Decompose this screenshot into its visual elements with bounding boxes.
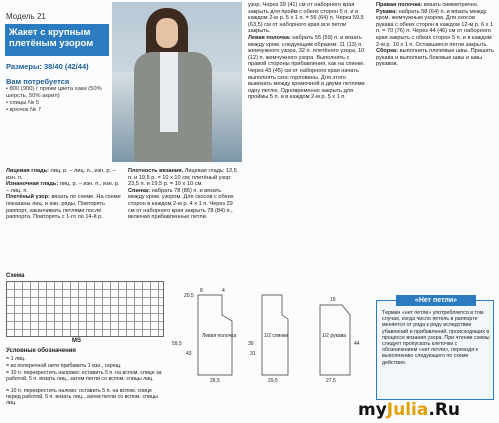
requirements-heading: Вам потребуется (6, 77, 70, 86)
model-photo (112, 2, 242, 162)
legend-item: = 10 п. перекрестить направо: оставить 5 п. на вспом. спице за работой, 5 п. вязать лиц., затем петли со вспом. спицы лиц. (6, 370, 162, 382)
text-column-2 (128, 168, 238, 221)
dim-label: 27,5 (326, 378, 336, 384)
paragraph: Плотность вязания. Лицевая гладь: 12,5 п. и 19,5 р. = 10 х 10 см; плетёный узор: 23,5 п. и 19,5 р. = 10 х 10 см. (128, 168, 237, 188)
dim-label: 26,5 (210, 378, 220, 384)
pattern-title: Жакет с крупным плетёным узором (5, 24, 109, 56)
requirement-item: • 800 (900) г пряжи цвета хаки (50% шерсть, 50% акрил) (6, 86, 102, 99)
dim-label: 44 (354, 341, 360, 347)
paragraph: Плетёный узор: вязать по схеме. На схеме показаны лиц. и изн. ряды. Повторять раппорт, заканчивать петлями после раппорта. Повторять с 1-го по 14-й р. (6, 194, 121, 221)
paragraph: Рукава: набрать 58 (64) п. и вязать между кром. жемчужным узором. Для скосов рукава с обеих сторон в каждом 12-м р. 6 х 1 п. = 70 (76) п. Через 44 (46) см от наборного края закрыть с обеих сторон 5 п. и в каждом 2-м р. 10 х 1 п. Оставшиеся петли закрыть. (376, 8, 494, 48)
text-column-4 (376, 2, 494, 68)
legend-item: = 10 п. перекрестить налево: оставить 5 п. на вспом. спице перед работой, 5 п. вязать лиц., затем петли со вспом. спицы лиц. (6, 388, 158, 406)
legend-heading: Условные обозначения (6, 348, 76, 354)
model-number: Модель 21 (6, 12, 46, 21)
front-label: Левая полочка (202, 333, 237, 339)
paragraph: Левая полочка: набрать 55 (59) п. и вязать между кром. следующим образом: 11 (13) п. жемчужного узора, 32 п. плетёного узора, 10 (12) п. жемчужного узора. Выполнить с правой стороны прибавления, как на спинке. Через 43 (45) см от наборного края начать выполнять скос горловины. Для этого вывязать между кромочной и двумя петлями одну петлю. Одновременно закрыть для проймы 5 п. и в каждом 2-м р. 5 х 1 п. (248, 34, 365, 101)
text-column-3 (248, 2, 368, 101)
paragraph: Сборка: выполнить плечевые швы. Пришить рукава и выполнить боковые швы и швы рукавов. (376, 48, 494, 68)
chart-heading: Схема (6, 273, 25, 279)
paragraph: Изнаночная гладь: лиц. р. – изн. п., изн. р. – лиц. п. (6, 181, 120, 194)
dim-label: 20,5 (184, 293, 194, 299)
dim-label: 8 (200, 288, 203, 294)
requirements-list (6, 86, 116, 114)
paragraph: Спинка: набрать 78 (86) п. и вязать между кром. узором. Для скосов с обеих сторон в каждом 2-м р. 4 х 1 п. Через 29 см от наборного края закрыть 78 (84) п., включая прибавленные петли. (128, 187, 234, 221)
dim-label: 31 (250, 351, 256, 357)
net-petli-title: «Нет петли» (396, 295, 476, 306)
requirement-item: • спицы № 5 (6, 100, 40, 106)
sleeve-label: 1/2 рукава (322, 333, 347, 339)
paragraph: узор. Через 39 (41) см от наборного края закрыть для пройм с обеих сторон 5 п. и в каждом 2-м р. 5 х 1 п. = 56 (64) п. Через 59,5 (63,5) см от наборного края все петли закрыть. (248, 2, 364, 35)
knitting-chart-grid (6, 281, 164, 337)
legend-item: = 1 лиц. (6, 356, 26, 362)
sizes: Размеры: 38/40 (42/44) (6, 62, 89, 71)
legend-item: = из поперечной нити прибавить 1 изн., скрещ. (6, 363, 122, 369)
requirement-item: • крючок № 7 (6, 107, 42, 113)
dim-label: 15 (330, 297, 336, 303)
repeat-label: MS (72, 338, 81, 344)
dim-label: 59,5 (172, 341, 182, 347)
dim-label: 29,5 (268, 378, 278, 384)
dim-label: 39 (248, 341, 254, 347)
dim-label: 43 (186, 351, 192, 357)
paragraph: Правая полочка: вязать симметрично. (376, 2, 479, 8)
site-watermark: myJulia.Ru (358, 400, 461, 420)
dim-label: 4 (222, 288, 225, 294)
back-label: 1/2 спинки (264, 333, 289, 339)
text-column-1 (6, 168, 124, 221)
paragraph: Лицевая гладь: лиц. р. – лиц. п., изн. р. – изн. п. (6, 168, 116, 181)
pattern-schematic (170, 285, 370, 385)
net-petli-text: Термин «нет петли» употребляется в том случае, когда число петель в раппорте меняется от ряда к ряду вследствие убавлений и прибавлений, происходящих в процессе вязания узора. При чтении схемы следует пропускать клеточки с обозначением «нет петли», переходя к выполнению следующего по схеме действия. (382, 310, 490, 366)
